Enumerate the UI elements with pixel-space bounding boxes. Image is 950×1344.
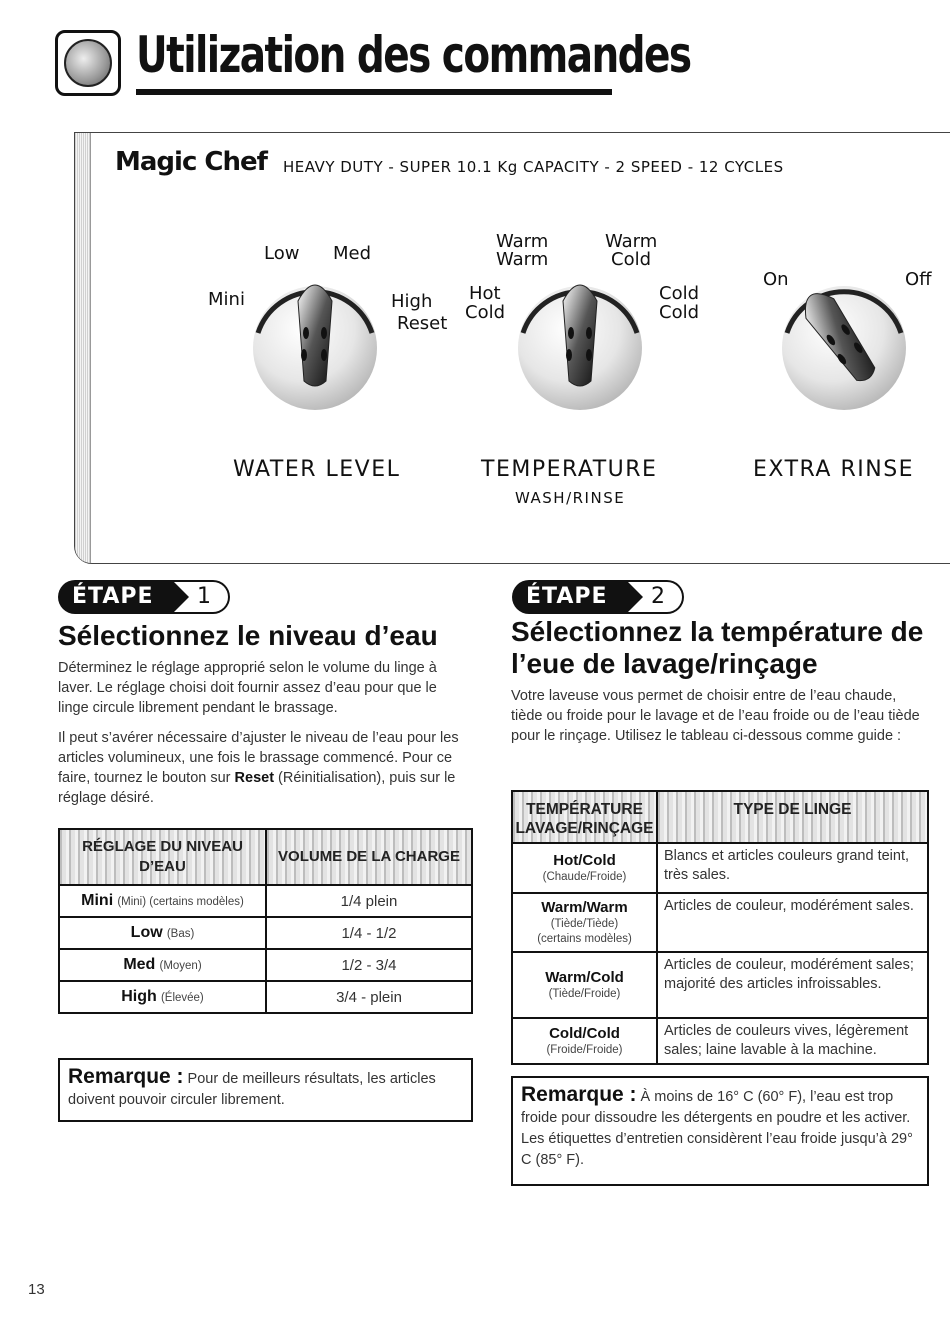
step1-paragraph-1: Déterminez le réglage approprié selon le volume du linge à laver. Le réglage choisi doit fournir assez d’eau pour que le linge circule librement pendant le brassage. xyxy=(58,660,437,716)
water-level-dial-icon xyxy=(240,263,390,413)
dial-setting-cold-2: Cold xyxy=(465,302,506,323)
dial-setting-mini: Mini xyxy=(208,289,245,310)
table-row: Hot/Cold (Chaude/Froide) Blancs et articles couleurs grand teint, très sales. xyxy=(512,843,928,893)
page-number: 13 xyxy=(28,1281,45,1298)
dial-setting-off: Off xyxy=(905,269,932,290)
table-header: RÉGLAGE DU NIVEAU D’EAU xyxy=(59,829,266,885)
note-text: À moins de 16° C (60° F), l’eau est trop froide pour dissoudre les détergents en poudre et les activer. Les étiquettes d’entretien considèrent l’eau froide jusqu’à 29° C (85° F). xyxy=(521,1089,913,1168)
dial-setting-cold-1: Cold xyxy=(611,249,652,270)
dial-knob-icon xyxy=(55,30,121,96)
dial-setting-on: On xyxy=(763,269,789,290)
step2-title: Sélectionnez la température de l’eue de lavage/rinçage xyxy=(511,616,924,679)
dial-name-extra-rinse: EXTRA RINSE xyxy=(753,457,915,482)
step1-note xyxy=(58,1058,473,1122)
extra-rinse-dial-icon xyxy=(769,263,919,413)
temperature-table xyxy=(511,790,929,1065)
table-row: Mini (Mini) (certains modèles) 1/4 plein xyxy=(59,885,472,917)
step2-note xyxy=(511,1076,929,1186)
table-row: High (Élevée) 3/4 - plein xyxy=(59,981,472,1013)
dial-setting-reset: Reset xyxy=(397,313,448,334)
table-header: TEMPÉRATURE LAVAGE/RINÇAGE xyxy=(512,791,657,843)
table-row: Cold/Cold (Froide/Froide) Articles de couleurs vives, légèrement sales; laine lavable à la machine. xyxy=(512,1018,928,1064)
dial-setting-med: Med xyxy=(333,243,372,264)
page-title: Utilization des commandes xyxy=(136,26,691,84)
step2-badge-number: 2 xyxy=(624,580,684,614)
step2-badge-label: ÉTAPE xyxy=(512,580,626,614)
table-row: Warm/Cold (Tiède/Froide) Articles de couleur, modérément sales; majorité des articles infroissables. xyxy=(512,952,928,1018)
step1-title: Sélectionnez le niveau d’eau xyxy=(58,620,438,651)
note-heading: Remarque : xyxy=(68,1065,184,1088)
note-heading: Remarque : xyxy=(521,1083,637,1106)
table-row: Low (Bas) 1/4 - 1/2 xyxy=(59,917,472,949)
control-panel-illustration xyxy=(74,132,950,564)
table-header: TYPE DE LINGE xyxy=(657,791,928,843)
dial-setting-cold-3: Cold xyxy=(659,283,700,304)
brand-logo: Magic Chef xyxy=(115,147,267,177)
water-level-table xyxy=(58,828,473,1014)
note-text: Pour de meilleurs résultats, les articles doivent pouvoir circuler librement. xyxy=(68,1071,436,1108)
step2-paragraph-1: Votre laveuse vous permet de choisir entre de l’eau chaude, tiède ou froide pour le lavage et de l’eau froide ou de l’eau tiède pour le rinçage. Utilisez le tableau ci-dessous comme guide : xyxy=(511,688,920,744)
dial-name-temperature: TEMPERATURE xyxy=(481,457,658,482)
table-row: Warm/Warm (Tiède/Tiède) (certains modèles) Articles de couleur, modérément sales. xyxy=(512,893,928,952)
step1-badge-number: 1 xyxy=(170,580,230,614)
table-header: VOLUME DE LA CHARGE xyxy=(266,829,472,885)
dial-setting-warm-1: Warm xyxy=(496,231,549,252)
dial-setting-low: Low xyxy=(264,243,300,264)
title-rule xyxy=(136,89,612,95)
dial-subname-wash-rinse: WASH/RINSE xyxy=(515,489,626,507)
dial-setting-cold-4: Cold xyxy=(659,302,700,323)
table-row: Med (Moyen) 1/2 - 3/4 xyxy=(59,949,472,981)
step1-paragraph-2: Il peut s’avérer nécessaire d’ajuster le niveau de l’eau pour les articles volumineux, une fois le brassage commencé. Pour ce faire, tournez le bouton sur Reset (Réinitialisation), puis sur le réglage désiré. xyxy=(58,730,459,806)
dial-setting-hot: Hot xyxy=(469,283,501,304)
dial-name-water-level: WATER LEVEL xyxy=(233,457,401,482)
dial-setting-warm-2: Warm xyxy=(496,249,549,270)
brand-tagline: HEAVY DUTY - SUPER 10.1 Kg CAPACITY - 2 SPEED - 12 CYCLES xyxy=(283,158,784,176)
dial-setting-high: High xyxy=(391,291,433,312)
panel-edge xyxy=(75,133,91,563)
temperature-dial-icon xyxy=(505,263,655,413)
dial-setting-warm-3: Warm xyxy=(605,231,658,252)
step1-badge-label: ÉTAPE xyxy=(58,580,172,614)
